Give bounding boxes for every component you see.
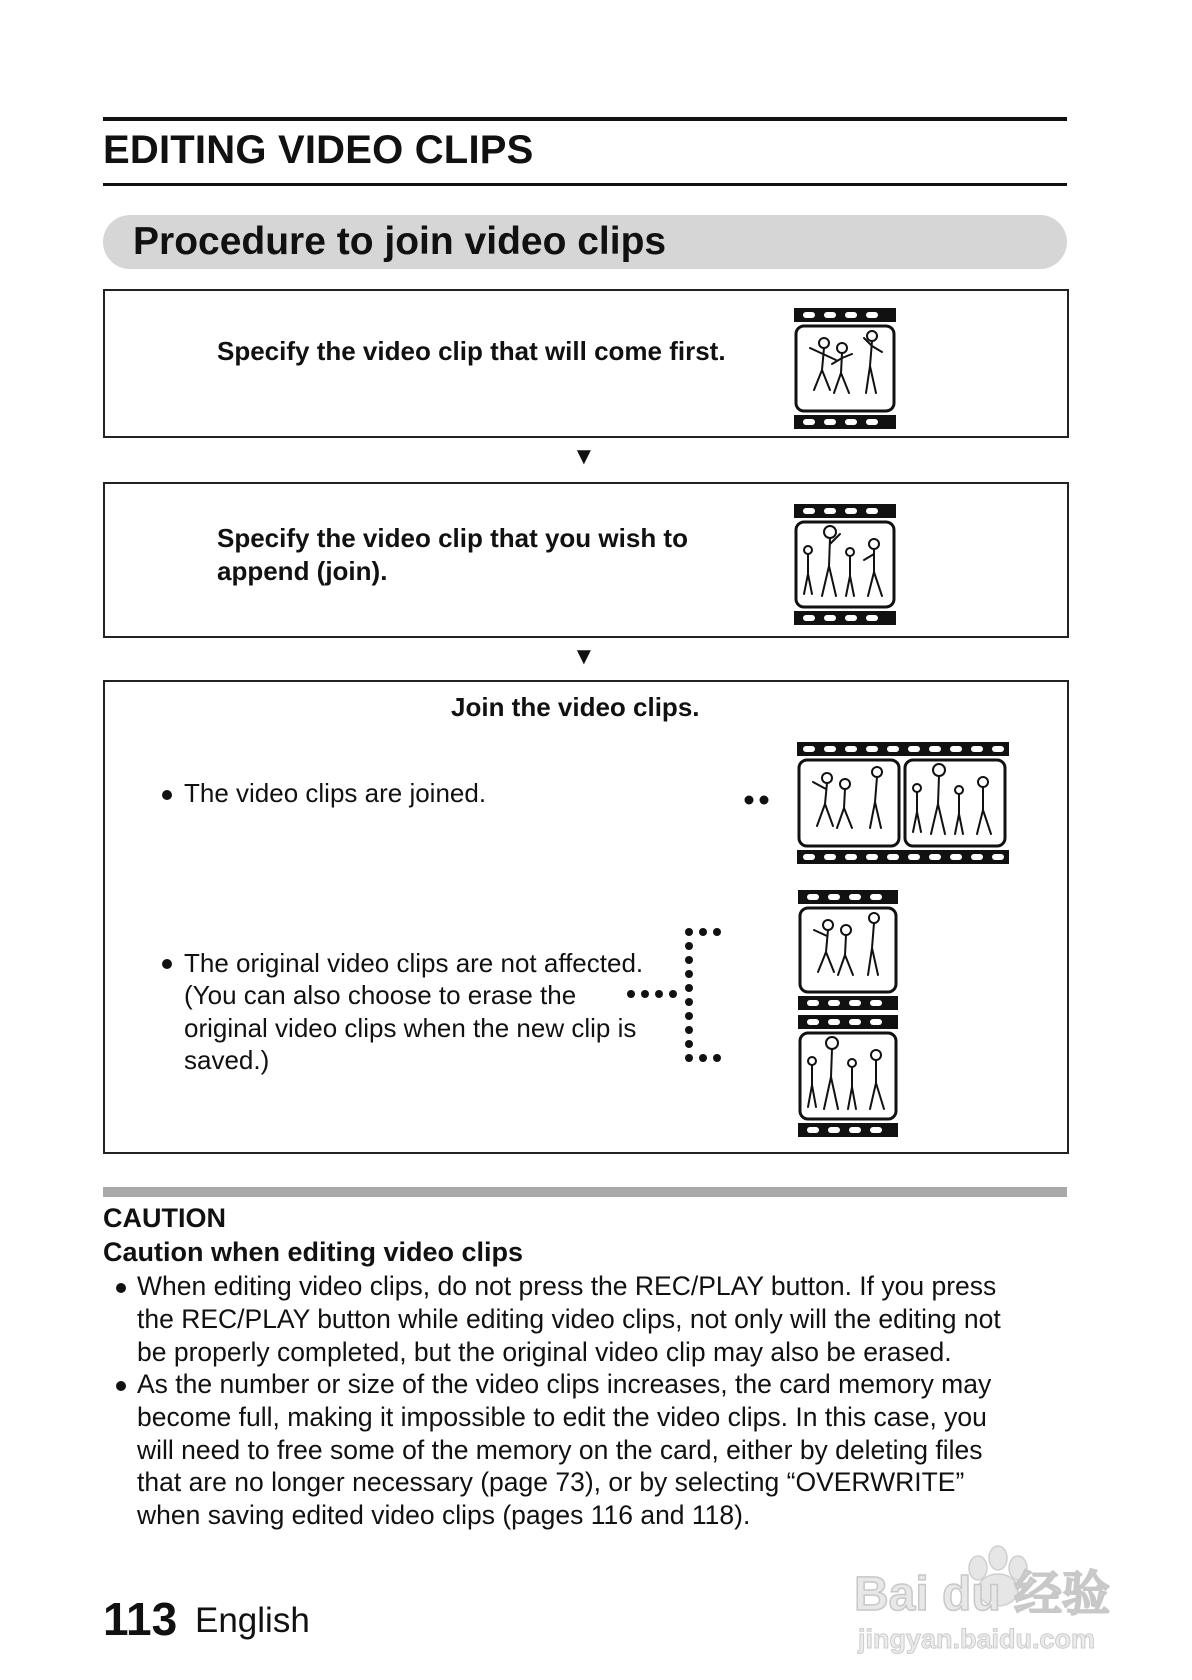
original-clip-2-icon <box>798 1015 898 1137</box>
flow-arrow-2: ▼ <box>572 643 596 670</box>
caution-divider <box>103 1187 1067 1197</box>
step-1-text: Specify the video clip that will come first. <box>217 336 726 366</box>
watermark-brand: Bai du 经验 <box>854 1568 1111 1621</box>
top-rule <box>103 117 1067 121</box>
connector-dots <box>743 794 773 806</box>
caution-item-2-line3: will need to free some of the memory on the card, either by deleting files <box>137 1435 983 1465</box>
bullet-original-line2: (You can also choose to erase the <box>184 980 577 1010</box>
step-2-box <box>103 482 1069 638</box>
step-2-text-line1: Specify the video clip that you wish to <box>217 523 688 553</box>
baidu-watermark-logo <box>850 1520 1150 1660</box>
title-underline <box>103 183 1067 186</box>
step-3-heading: Join the video clips. <box>451 692 700 722</box>
caution-subheading: Caution when editing video clips <box>103 1237 524 1267</box>
joined-filmstrip-icon <box>797 742 1009 864</box>
bullet <box>162 959 172 969</box>
caution-item-2-line5: when saving edited video clips (pages 116 and 118). <box>137 1500 751 1530</box>
caution-item-1-line3: be properly completed, but the original video clip may also be erased. <box>137 1337 952 1367</box>
bullet <box>116 1381 126 1391</box>
film-frame-icon <box>794 504 896 625</box>
film-frame-icon <box>794 308 896 429</box>
page-language: English <box>195 1601 310 1640</box>
bullet-original-line4: saved.) <box>184 1045 270 1075</box>
step-2-text-line2: append (join). <box>217 556 388 586</box>
caution-item-1-line1: When editing video clips, do not press the REC/PLAY button. If you press <box>137 1271 997 1301</box>
subsection-title: Procedure to join video clips <box>133 220 667 263</box>
page-number: 113 <box>103 1593 178 1645</box>
bullet-original-line1: The original video clips are not affected. <box>184 948 644 978</box>
bracket-connector <box>625 924 725 1064</box>
caution-item-1-line2: the REC/PLAY button while editing video clips, not only will the editing not <box>137 1304 1001 1334</box>
section-title: EDITING VIDEO CLIPS <box>103 128 534 172</box>
step-3-box <box>103 680 1069 1154</box>
bullet <box>162 790 172 800</box>
watermark-url: jingyan.baidu.com <box>858 1624 1096 1654</box>
step-1-box <box>103 289 1069 438</box>
original-clip-1-icon <box>798 890 898 1010</box>
caution-item-2-line1: As the number or size of the video clips increases, the card memory may <box>137 1369 992 1399</box>
flow-arrow-1: ▼ <box>572 443 596 470</box>
caution-heading: CAUTION <box>103 1203 226 1233</box>
bullet-joined-text: The video clips are joined. <box>184 778 487 808</box>
bullet <box>116 1283 126 1293</box>
subsection-banner <box>103 215 1067 269</box>
caution-item-2-line2: become full, making it impossible to edit the video clips. In this case, you <box>137 1402 987 1432</box>
caution-item-2-line4: that are no longer necessary (page 73), or by selecting “OVERWRITE” <box>137 1467 965 1497</box>
bullet-original-line3: original video clips when the new clip is <box>184 1013 637 1043</box>
